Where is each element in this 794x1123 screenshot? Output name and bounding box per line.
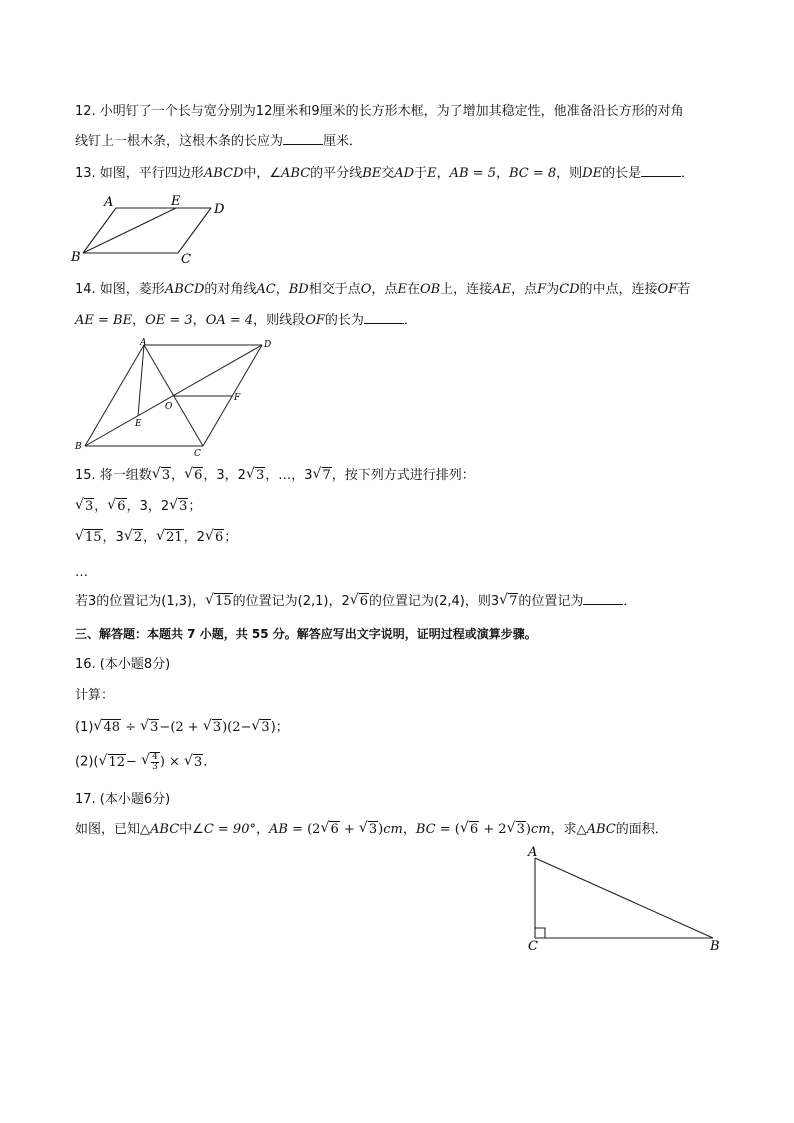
q15-text: ； bbox=[188, 499, 202, 514]
radical: √ 2 bbox=[125, 528, 143, 548]
radical: √ 3 bbox=[204, 718, 222, 738]
q16-text: −(2 + bbox=[159, 720, 203, 735]
q13-math: AD bbox=[394, 166, 415, 181]
q14-text: 若 bbox=[677, 282, 691, 297]
radical: √ 3 bbox=[252, 718, 270, 738]
label-d: D bbox=[214, 202, 225, 217]
q14-math: OA = 4 bbox=[205, 313, 254, 328]
side-ab bbox=[83, 208, 116, 253]
radical: √ 6 bbox=[351, 592, 369, 612]
q14-math: F bbox=[537, 282, 547, 297]
q15-text: ， bbox=[94, 499, 108, 514]
q15-ellipsis: … bbox=[75, 565, 88, 580]
q13-text: 中，∠ bbox=[243, 166, 282, 181]
q12-line1: 12. 小明钉了一个长与宽分别为12厘米和9厘米的长方形木框，为了增加其稳定性，他准备沿长方形的对角 bbox=[75, 104, 684, 119]
label-c: C bbox=[181, 252, 191, 267]
q17-text: ， bbox=[255, 822, 269, 837]
q15-text: ； bbox=[224, 530, 238, 545]
radical: √ 3 bbox=[153, 466, 171, 486]
q16-part2 bbox=[75, 752, 216, 773]
q17-math: ABC bbox=[586, 822, 616, 837]
q15-text: ，2 bbox=[183, 530, 205, 545]
q15-text: 的位置记为(2,4)，则3 bbox=[369, 594, 500, 609]
q13-text: 13. 如图，平行四边形 bbox=[75, 166, 204, 181]
q14-text: 的对角线 bbox=[204, 282, 257, 297]
q15-row2 bbox=[75, 528, 237, 548]
q14-text: ， bbox=[275, 282, 289, 297]
q13-math: ABCD bbox=[203, 166, 244, 181]
q13-text: 的长是 bbox=[602, 166, 642, 181]
q15-text: ，3 bbox=[102, 530, 124, 545]
q17-text: = ( bbox=[435, 822, 460, 837]
answer-blank[interactable] bbox=[364, 311, 404, 324]
q15-text: 的位置记为(2,1)，2 bbox=[232, 594, 350, 609]
label-b: B bbox=[710, 939, 720, 954]
q14-line1 bbox=[75, 280, 690, 300]
parallelogram-figure bbox=[68, 193, 238, 268]
q12-line2 bbox=[75, 132, 362, 152]
q17-math: C = 90° bbox=[203, 822, 256, 837]
side-ab bbox=[535, 858, 713, 938]
q16-text: )(2− bbox=[222, 720, 252, 735]
q13-text: ． bbox=[681, 166, 695, 181]
q13-math: DE bbox=[582, 166, 603, 181]
q13-text: ，则 bbox=[556, 166, 583, 181]
right-triangle-figure bbox=[520, 842, 730, 957]
label-o: O bbox=[165, 402, 173, 412]
q17-text: ， bbox=[402, 822, 416, 837]
label-a: A bbox=[140, 338, 147, 348]
radical: √ 21 bbox=[157, 528, 184, 548]
q14-line2 bbox=[75, 311, 417, 331]
q13-line bbox=[75, 164, 694, 184]
q12-text: 线钉上一根木条，这根木条的长应为 bbox=[75, 134, 284, 149]
answer-blank[interactable] bbox=[583, 592, 623, 605]
q16-calc-label: 计算： bbox=[75, 688, 115, 703]
q15-text: ，3，2 bbox=[203, 468, 246, 483]
radical: √ 3 bbox=[508, 820, 526, 840]
q16-text: (2)( bbox=[75, 754, 99, 770]
q14-text: 上，连接 bbox=[440, 282, 493, 297]
radical: √ 6 bbox=[461, 820, 479, 840]
label-f: F bbox=[234, 393, 241, 403]
q15-text: ，按下列方式进行排列： bbox=[331, 468, 475, 483]
label-c: C bbox=[194, 449, 201, 459]
radical: √ 7 bbox=[314, 466, 332, 486]
radical-fraction: √ $\frac{4}{3}$ bbox=[142, 752, 160, 773]
q17-math: cm bbox=[530, 822, 551, 837]
side-cd bbox=[178, 208, 211, 253]
q13-math: E bbox=[427, 166, 437, 181]
q15-row1 bbox=[75, 497, 201, 517]
radical: √ 12 bbox=[100, 753, 127, 773]
q14-math: AE = BE bbox=[75, 313, 133, 328]
q16-text: ÷ bbox=[120, 720, 141, 735]
q13-text: 交 bbox=[381, 166, 395, 181]
rhombus-figure bbox=[70, 336, 282, 460]
section-heading: 三、解答题：本题共 7 小题，共 55 分。解答应写出文字说明，证明过程或演算步骤。 bbox=[75, 627, 537, 641]
q17-text: + bbox=[339, 822, 359, 837]
radical: √ 6 bbox=[321, 820, 339, 840]
radical: √ 6 bbox=[206, 528, 224, 548]
q14-text: ，点 bbox=[371, 282, 398, 297]
q14-text: ， bbox=[132, 313, 146, 328]
label-a: A bbox=[528, 845, 538, 860]
q14-math: OF bbox=[305, 313, 325, 328]
q14-math: AC bbox=[256, 282, 276, 297]
q16-text: ) × bbox=[159, 754, 185, 770]
q16-title: 16. (本小题8分) bbox=[75, 657, 171, 672]
q15-question bbox=[75, 592, 636, 612]
q17-text: ) bbox=[525, 822, 531, 837]
q15-text: ， bbox=[143, 530, 157, 545]
q14-math: E bbox=[397, 282, 407, 297]
q17-text: = (2 bbox=[287, 822, 321, 837]
radical: √ 6 bbox=[108, 497, 126, 517]
q17-text: ) bbox=[378, 822, 384, 837]
q17-text: △ bbox=[576, 822, 587, 837]
q13-math: ABC bbox=[281, 166, 311, 181]
q13-text: 于 bbox=[414, 166, 428, 181]
segment-ae bbox=[138, 345, 144, 416]
q12-unit: 厘米． bbox=[323, 134, 363, 149]
q15-text: 的位置记为 bbox=[518, 594, 584, 609]
radical: √ 3 bbox=[76, 497, 94, 517]
q14-text: 相交于点 bbox=[308, 282, 361, 297]
q14-text: ，点 bbox=[511, 282, 538, 297]
q17-title: 17. (本小题6分) bbox=[75, 792, 171, 807]
q16-part1 bbox=[75, 718, 289, 738]
radical: √ 15 bbox=[76, 528, 103, 548]
q14-text: 为 bbox=[546, 282, 560, 297]
q16-text: (1) bbox=[75, 720, 94, 735]
q15-text: ， bbox=[171, 468, 185, 483]
q17-math: ABC bbox=[150, 822, 180, 837]
q14-text: ． bbox=[403, 313, 417, 328]
radical: √ 7 bbox=[500, 592, 518, 612]
answer-blank[interactable] bbox=[283, 132, 323, 145]
q13-math: BE bbox=[362, 166, 382, 181]
label-e: E bbox=[135, 419, 142, 429]
q14-math: CD bbox=[559, 282, 580, 297]
q17-text: ，求 bbox=[550, 822, 577, 837]
q17-text: 的面积． bbox=[615, 822, 668, 837]
label-b: B bbox=[71, 250, 81, 265]
q16-text: )； bbox=[270, 720, 289, 735]
q14-text: ， bbox=[192, 313, 206, 328]
q14-text: 在 bbox=[406, 282, 420, 297]
q15-intro bbox=[75, 466, 475, 486]
radical: √ 3 bbox=[170, 497, 188, 517]
q13-text: ， bbox=[495, 166, 509, 181]
q16-text: − bbox=[126, 754, 142, 770]
side-ab bbox=[85, 345, 144, 446]
label-a: A bbox=[104, 195, 114, 210]
q17-text: + 2 bbox=[479, 822, 507, 837]
q17-text: 中∠ bbox=[179, 822, 204, 837]
q16-text: ． bbox=[203, 754, 217, 770]
q17-math: cm bbox=[383, 822, 403, 837]
segment-be bbox=[83, 208, 176, 253]
q14-math: AE bbox=[492, 282, 512, 297]
radical: √ 3 bbox=[360, 820, 378, 840]
q14-math: BD bbox=[288, 282, 309, 297]
q14-math: O bbox=[360, 282, 372, 297]
label-c: C bbox=[528, 939, 538, 954]
radical: √ 3 bbox=[247, 466, 265, 486]
q15-text: 15. 将一组数 bbox=[75, 468, 152, 483]
q15-text: ． bbox=[623, 594, 637, 609]
right-angle-mark bbox=[535, 928, 545, 938]
q14-math: OB bbox=[419, 282, 441, 297]
q13-text: ， bbox=[436, 166, 450, 181]
q14-math: OE = 3 bbox=[145, 313, 193, 328]
q15-text: ，3，2 bbox=[126, 499, 170, 514]
q15-text: ，…，3 bbox=[265, 468, 313, 483]
q14-text: 的中点，连接 bbox=[579, 282, 658, 297]
radical: √ 3 bbox=[185, 753, 203, 773]
q14-text: 的长为 bbox=[324, 313, 364, 328]
q17-text: △ bbox=[140, 822, 151, 837]
q13-math: AB = 5 bbox=[449, 166, 496, 181]
radical: √ 3 bbox=[141, 718, 159, 738]
label-d: D bbox=[264, 340, 272, 350]
q17-text: 如图，已知 bbox=[75, 822, 141, 837]
radical: √ 15 bbox=[206, 592, 233, 612]
q14-text: ，则线段 bbox=[253, 313, 306, 328]
q17-line bbox=[75, 820, 668, 840]
radical: √ 48 bbox=[94, 718, 121, 738]
q13-text: 的平分线 bbox=[310, 166, 363, 181]
label-e: E bbox=[171, 194, 181, 209]
q14-math: OF bbox=[657, 282, 678, 297]
label-b: B bbox=[75, 442, 82, 452]
answer-blank[interactable] bbox=[641, 164, 681, 177]
q14-math: ABCD bbox=[164, 282, 205, 297]
q17-math: AB bbox=[268, 822, 288, 837]
q13-math: BC = 8 bbox=[508, 166, 557, 181]
radical: √ 6 bbox=[185, 466, 203, 486]
q17-math: BC bbox=[415, 822, 436, 837]
q15-text: 若3的位置记为(1,3)， bbox=[75, 594, 206, 609]
q14-text: 14. 如图，菱形 bbox=[75, 282, 165, 297]
